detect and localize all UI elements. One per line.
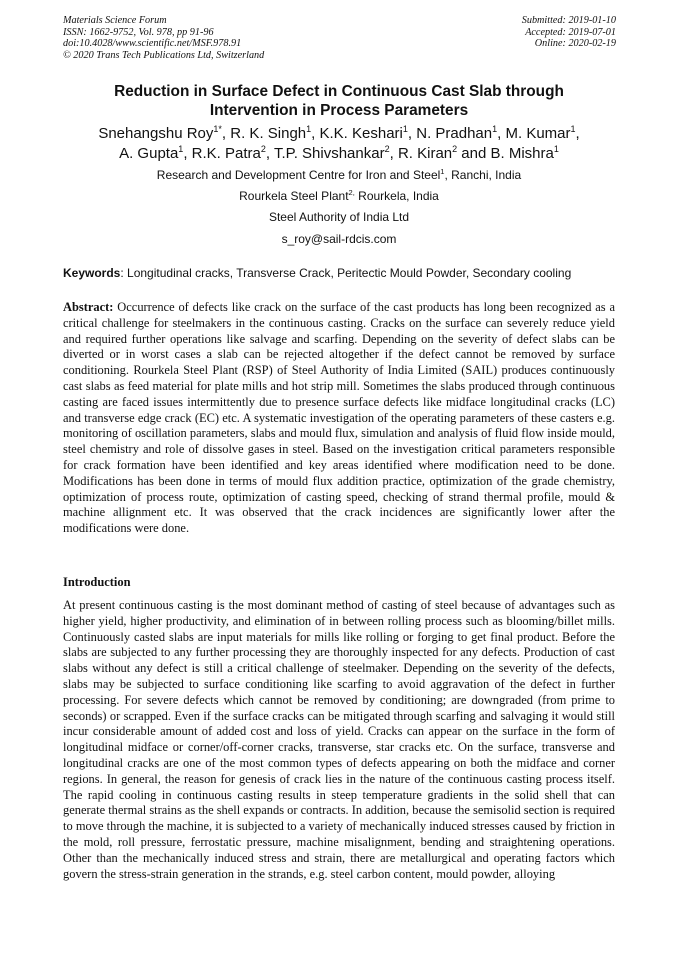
author-affil-sup: 1: [570, 124, 576, 134]
title-line-2: Intervention in Process Parameters: [209, 102, 469, 119]
author-line-2: [30, 144, 648, 164]
author-separator: ,: [389, 144, 398, 162]
author-name: Snehangshu Roy: [98, 125, 214, 142]
introduction-paragraph: At present continuous casting is the most dominant method of casting of steel because of advantages such as higher yield, higher productivity, and elimination of in between rolling process such as blooming/billet mills. Continuously casted slabs are input materials for mills like rolling or forging to get final product. Before the slabs are subjected to any further processing they are thoroughly inspected for any defects. Production of cast slabs without any defect is still a critical challenge of steelmaker. Depending on the severity of the defects, slabs may be subjected to surface conditioning like scarfing to avoid aggravation of the defect in further processing. For severe defects which cannot be removed by conditioning; are downgraded (from prime to seconds) or scrapped. Even if the surface cracks can be mitigated through scarfing and salvaging it would still incur considerable amount of added cost and loss of yield. Cracks can appear on the surface in the form of longitudinal midface or corner/off-corner cracks, transverse, star cracks etc. On the surface, transverse and longitudinal cracks are one of the most common types of defects appearing on both the midface and corner regions. In general, the reason for genesis of crack lies in the nature of the continuous casting process itself. The rapid cooling in continuous casting results in steep temperature gradients in the solid shell that can generate thermal strains as the shell expands or contracts. In addition, because the semisolid section is required to move through the machine, it is subjected to a variety of mechanically induced stresses caused by friction in the mold, roll pressure, ferrostatic pressure, machine misalignment, bending and straightening operations. Other than the mechanically induced stress and strain, there are metallurgical and operating factors which govern the stress-strain generation in the strands, e.g. steel carbon content, mould powder, alloying: [63, 598, 615, 881]
corresponding-email: s_roy@sail-rdcis.com: [281, 232, 397, 246]
author-separator: ,: [497, 125, 506, 142]
accepted-date: Accepted: 2019-07-01: [525, 26, 616, 38]
paper-title: [40, 82, 638, 120]
doi-line: doi:10.4028/www.scientific.net/MSF.978.91: [63, 38, 242, 49]
author-affil-sup: 1: [178, 143, 184, 154]
keywords: [63, 266, 571, 280]
author-name: R. K. Singh: [230, 125, 307, 142]
author-list: [30, 124, 648, 163]
author-separator: ,: [221, 125, 231, 142]
author-name: N. Pradhan: [416, 125, 493, 142]
author-separator: ,: [265, 144, 274, 162]
author-separator: ,: [575, 125, 580, 142]
author-separator: and: [457, 144, 491, 162]
keywords-label: Keywords: [63, 266, 121, 280]
author-affil-sup: 2: [452, 143, 458, 154]
author-affil-sup: 1: [553, 143, 559, 154]
affiliation-sup: 2,: [348, 188, 355, 197]
keywords-list: : Longitudinal cracks, Transverse Crack, Peritectic Mould Powder, Secondary cooling: [120, 266, 572, 280]
publication-dates: [522, 15, 616, 50]
author-affil-sup: 1: [306, 124, 312, 134]
author-separator: ,: [311, 125, 320, 142]
abstract-text: Occurrence of defects like crack on the surface of the cast products has long been recognized as a critical challenge for steelmakers in the continuous casting. Cracks on the surface can severely reduce yield and required further operations like salvage and scarfing. Depending on the severity of defect slabs can be diverted or in worst cases a slab can be rejected altogether if the defect cannot be removed by surface conditioning. Rourkela Steel Plant (RSP) of Steel Authority of India Limited (SAIL) produces continuously cast slabs as feed material for plate mills and hot strip mill. Sometimes the slabs produced through continuous casting are faced issues intermittently due to presence surface defects like midface longitudinal cracks (LC) and transverse edge crack (EC) etc. A systematic investigation of the operating parameters of these casters e.g. monitoring of oscillation parameters, slabs and mould flux, simulation and analysis of fluid flow inside mould, steel chemistry and role of dissolve gases in steel. Based on the investigation critical parameters responsible for crack formation have been identified and key areas identified where modification need to be done. Modifications has been done in terms of mould flux addition practice, optimization of the grade chemistry, optimization of process route, optimization of casting speed, checking of strand thermal profile, mould & machine allignment etc. It was observed that the crack incidences are significantly lower after the modifications were done.: [63, 300, 616, 536]
title-line-1: Reduction in Surface Defect in Continuous Cast Slab through: [114, 83, 564, 100]
journal-header: [63, 15, 264, 61]
author-affil-sup: 1: [402, 124, 408, 134]
author-affil-sup: 2: [260, 143, 266, 154]
affiliation-1: [40, 168, 638, 182]
author-name: T.P. Shivshankar: [273, 144, 385, 162]
affiliation-location: Rourkela, India: [354, 189, 439, 203]
abstract-label: Abstract:: [63, 300, 114, 314]
author-separator: ,: [183, 144, 192, 162]
affiliation-sup: 1: [440, 167, 445, 176]
author-name: A. Gupta: [119, 144, 179, 162]
abstract: [63, 300, 615, 537]
copyright-line: © 2020 Trans Tech Publications Ltd, Switzerland: [63, 49, 265, 61]
affiliation-location: , Ranchi, India: [444, 168, 522, 182]
author-name: M. Kumar: [505, 125, 571, 142]
author-affil-sup: 1: [492, 124, 498, 134]
author-name: B. Mishra: [490, 144, 554, 162]
section-heading-introduction: Introduction: [63, 575, 131, 589]
author-name: R.K. Patra: [191, 144, 261, 162]
affiliation-3: Steel Authority of India Ltd: [268, 210, 410, 224]
issn-line: ISSN: 1662-9752, Vol. 978, pp 91-96: [63, 26, 214, 38]
affiliation-name: Research and Development Centre for Iron and Steel: [156, 168, 441, 182]
affiliation-2: [40, 189, 638, 203]
author-name: R. Kiran: [397, 144, 453, 162]
affiliation-name: Rourkela Steel Plant: [239, 189, 349, 203]
submitted-date: Submitted: 2019-01-10: [521, 15, 616, 26]
author-affil-sup: 1*: [213, 124, 222, 134]
author-line-1: [30, 124, 648, 144]
journal-name: Materials Science Forum: [63, 15, 167, 26]
author-affil-sup: 2: [384, 143, 390, 154]
author-name: K.K. Keshari: [319, 125, 403, 142]
online-date: Online: 2020-02-19: [534, 38, 616, 49]
author-separator: ,: [407, 125, 417, 142]
